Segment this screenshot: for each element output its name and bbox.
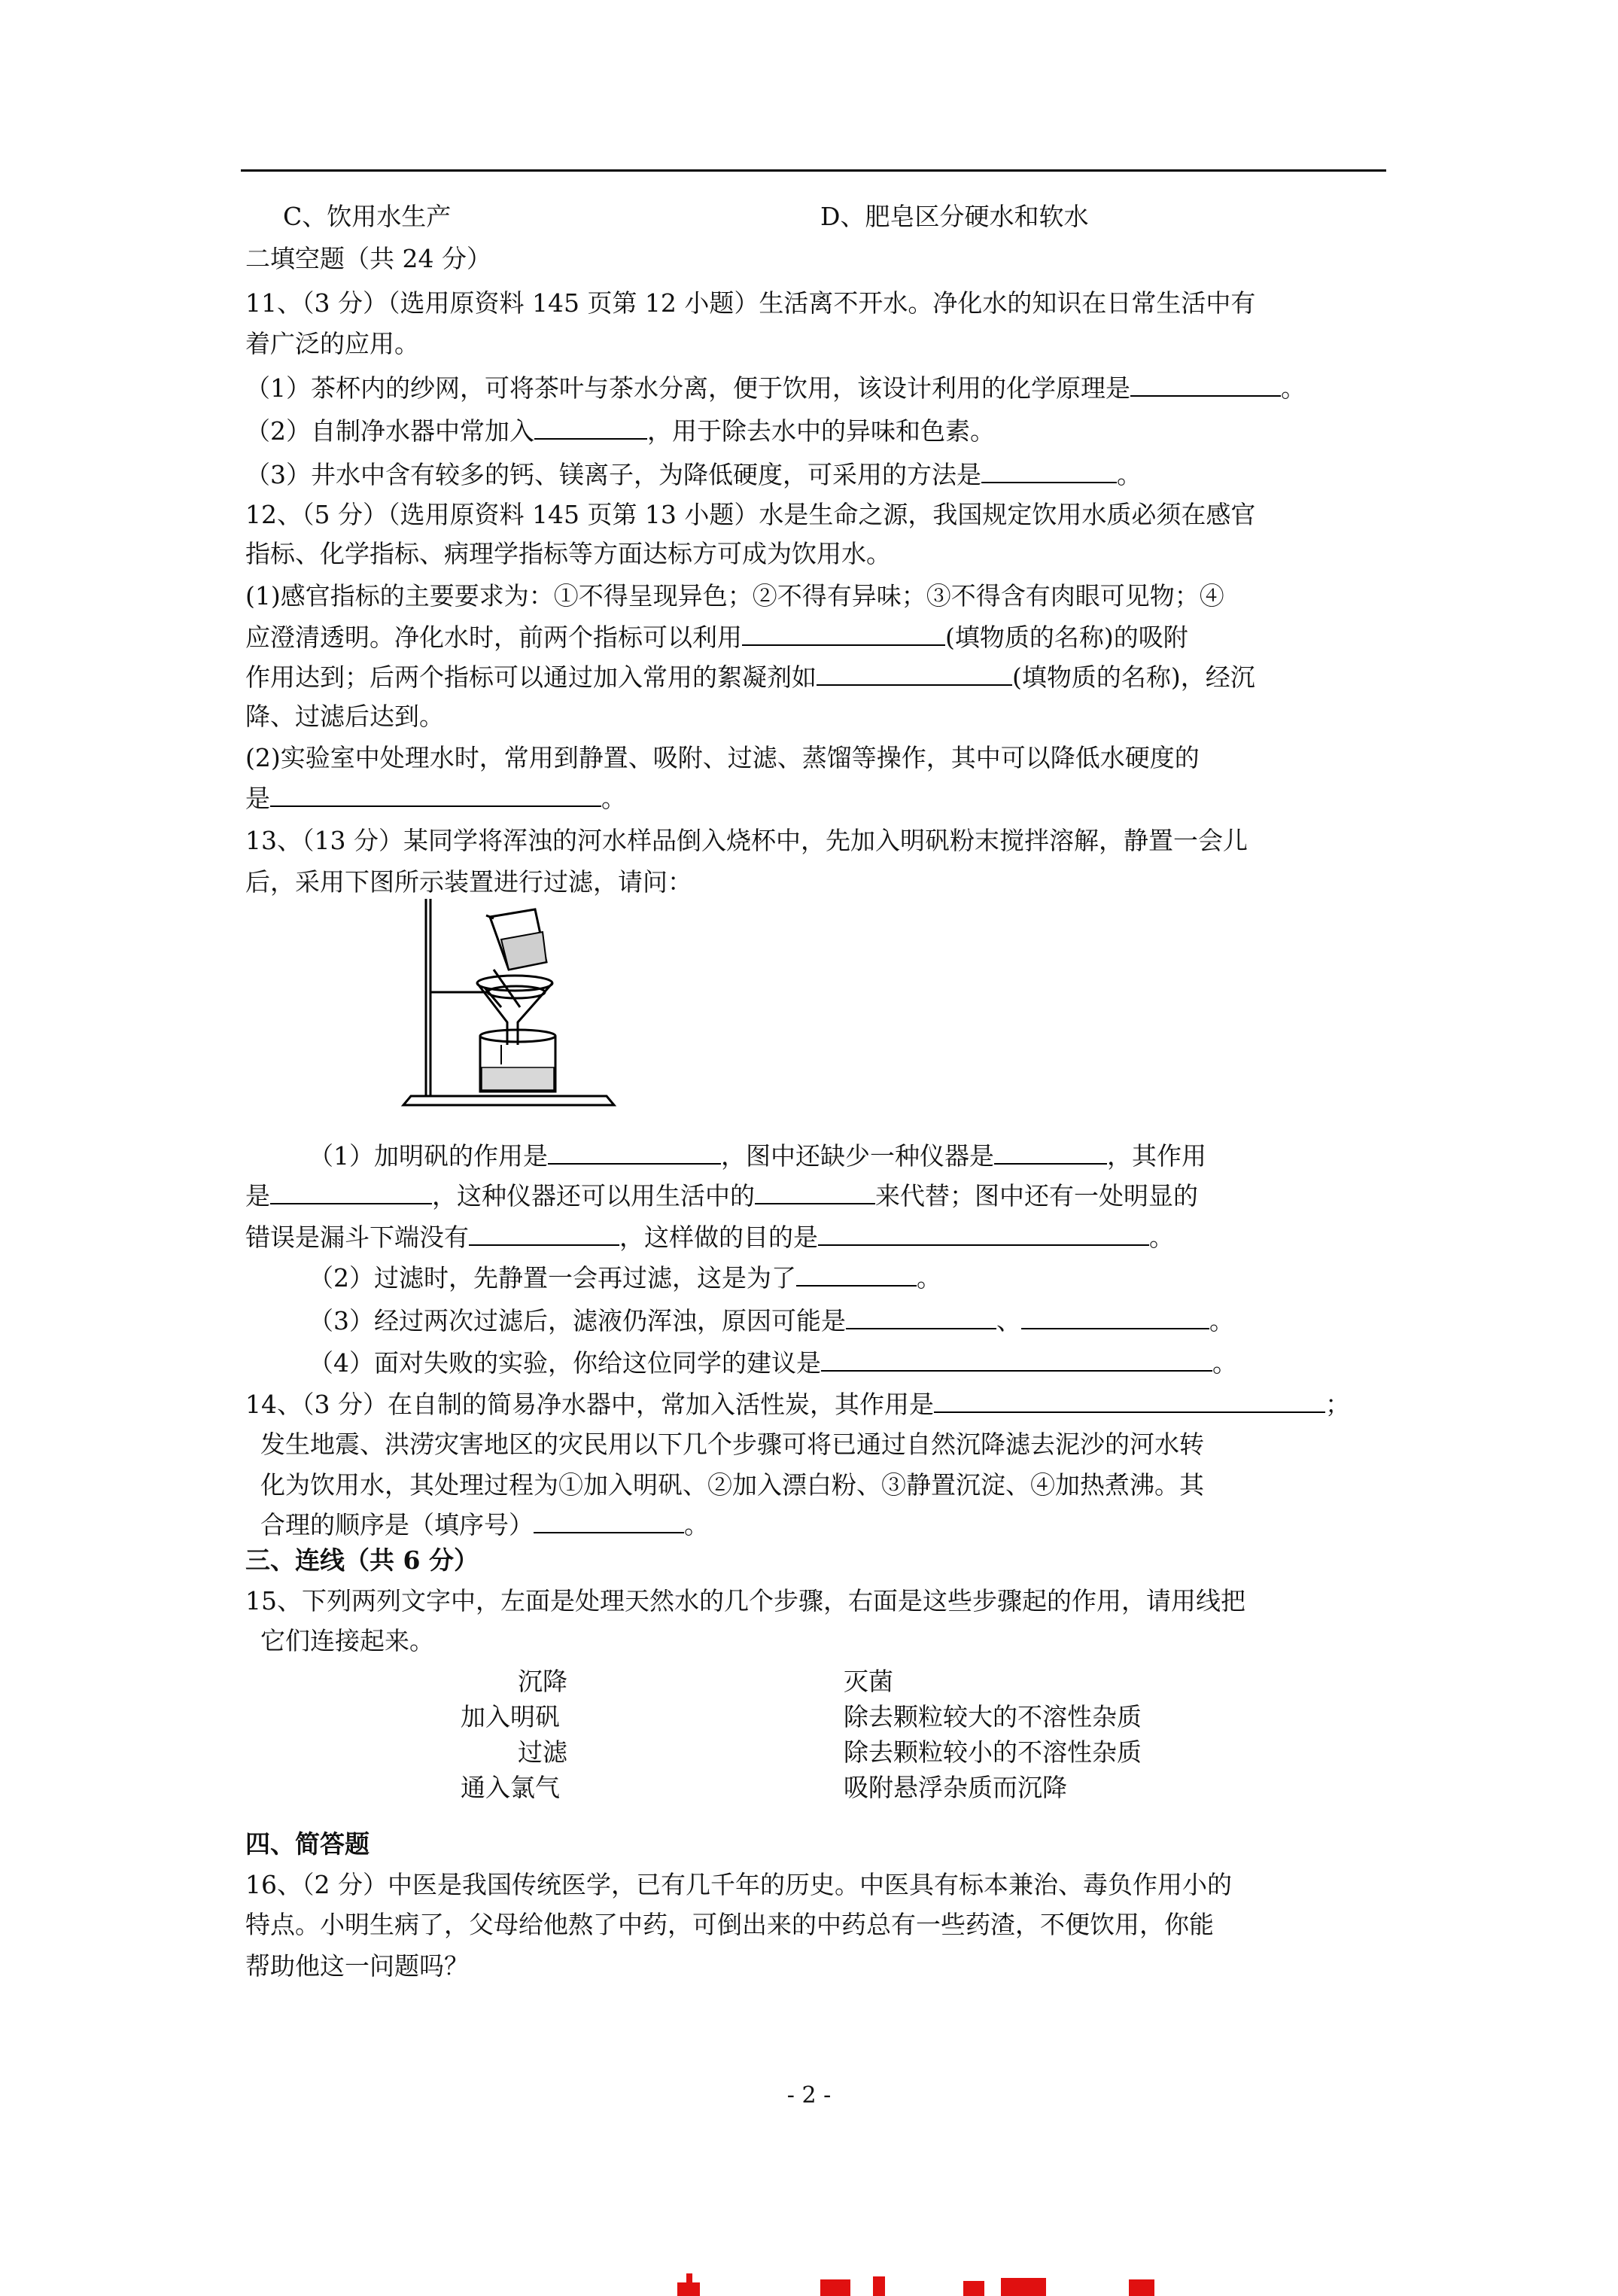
red-watermark-fragment bbox=[647, 2266, 1249, 2296]
page-number: - 2 - bbox=[786, 2082, 832, 2109]
q15-line1: 15、下列两列文字中，左面是处理天然水的几个步骤，右面是这些步骤起的作用，请用线把 bbox=[245, 1586, 1245, 1615]
q12-line4: 应澄清透明。净化水时，前两个指标可以利用 (填物质的名称)的吸附 bbox=[245, 620, 1188, 654]
match-right-item[interactable]: 灭菌 bbox=[844, 1667, 893, 1696]
q13-part1-line1: （1）加明矾的作用是 ，图中还缺少一种仪器是 ，其作用 bbox=[309, 1139, 1206, 1173]
q12-blank1[interactable] bbox=[742, 620, 945, 646]
q13-blank-reason1[interactable] bbox=[846, 1304, 996, 1329]
header-rule bbox=[241, 169, 1386, 172]
q13-blank-substitute[interactable] bbox=[755, 1179, 875, 1204]
match-right-item[interactable]: 除去颗粒较大的不溶性杂质 bbox=[844, 1702, 1142, 1731]
section-fill-in-title: 二填空题（共 24 分） bbox=[245, 244, 491, 273]
q13-part2: （2）过滤时，先静置一会再过滤，这是为了 。 bbox=[309, 1261, 941, 1295]
q13-blank-reason2[interactable] bbox=[1021, 1304, 1209, 1329]
q14-blank-order[interactable] bbox=[534, 1508, 684, 1533]
match-left-item[interactable]: 过滤 bbox=[518, 1737, 567, 1767]
q13-part1-line2: 是 ，这种仪器还可以用生活中的 来代替；图中还有一处明显的 bbox=[245, 1179, 1198, 1213]
q12-line6: 降、过滤后达到。 bbox=[245, 702, 444, 731]
match-right-item[interactable]: 吸附悬浮杂质而沉降 bbox=[844, 1773, 1067, 1802]
filtration-apparatus-figure bbox=[396, 894, 622, 1113]
q11-blank3[interactable] bbox=[981, 458, 1117, 483]
q12-line5: 作用达到；后两个指标可以通过加入常用的絮凝剂如 (填物质的名称)，经沉 bbox=[245, 660, 1255, 694]
option-c: C、饮用水生产 bbox=[283, 202, 452, 231]
q14-line1: 14、（3 分）在自制的简易净水器中，常加入活性炭，其作用是 ； bbox=[245, 1387, 1350, 1421]
q13-line1: 13、（13 分）某同学将浑浊的河水样品倒入烧杯中，先加入明矾粉末搅拌溶解，静置一会儿 bbox=[245, 826, 1248, 855]
q12-line2: 指标、化学指标、病理学指标等方面达标方可成为饮用水。 bbox=[245, 539, 891, 568]
q12-blank3[interactable] bbox=[270, 781, 601, 807]
q13-line2: 后，采用下图所示装置进行过滤，请问： bbox=[245, 867, 692, 897]
section-short-answer-title: 四、简答题 bbox=[245, 1829, 370, 1859]
q11-blank1[interactable] bbox=[1130, 371, 1281, 397]
q13-blank-alum-role[interactable] bbox=[548, 1139, 721, 1165]
section-matching-title: 三、连线（共 6 分） bbox=[245, 1545, 479, 1575]
match-right-item[interactable]: 除去颗粒较小的不溶性杂质 bbox=[844, 1737, 1142, 1767]
q16-line3: 帮助他这一问题吗？ bbox=[245, 1951, 469, 1981]
option-d: D、肥皂区分硬水和软水 bbox=[820, 202, 1089, 231]
q12-blank2[interactable] bbox=[817, 660, 1012, 686]
q12-line3: (1)感官指标的主要要求为：①不得呈现异色；②不得有异味；③不得含有肉眼可见物；④ bbox=[245, 581, 1224, 611]
match-left-item[interactable]: 通入氯气 bbox=[461, 1773, 560, 1802]
q16-line2: 特点。小明生病了，父母给他熬了中药，可倒出来的中药总有一些药渣，不便饮用，你能 bbox=[245, 1910, 1214, 1939]
q13-part3: （3）经过两次过滤后，滤液仍浑浊，原因可能是 、 。 bbox=[309, 1304, 1234, 1338]
match-left-item[interactable]: 沉降 bbox=[518, 1667, 567, 1696]
q14-blank-carbon-role[interactable] bbox=[934, 1387, 1325, 1413]
q13-blank-advice[interactable] bbox=[821, 1346, 1212, 1372]
q15-line2: 它们连接起来。 bbox=[260, 1626, 434, 1655]
q12-line1: 12、（5 分）（选用原资料 145 页第 13 小题）水是生命之源，我国规定饮用水质必须在感官 bbox=[245, 500, 1256, 529]
q11-part1: （1）茶杯内的纱网，可将茶叶与茶水分离，便于饮用，该设计利用的化学原理是 。 bbox=[245, 371, 1306, 405]
q11-part2: （2）自制净水器中常加入 ，用于除去水中的异味和色素。 bbox=[245, 414, 995, 448]
q11-line1: 11、（3 分）（选用原资料 145 页第 12 小题）生活离不开水。净化水的知识在日常生活中有 bbox=[245, 288, 1256, 318]
q14-line2: 发生地震、洪涝灾害地区的灾民用以下几个步骤可将已通过自然沉降滤去泥沙的河水转 bbox=[260, 1430, 1204, 1459]
q14-line3: 化为饮用水，其处理过程为①加入明矾、②加入漂白粉、③静置沉淀、④加热煮沸。其 bbox=[260, 1470, 1204, 1500]
q12-line7: (2)实验室中处理水时，常用到静置、吸附、过滤、蒸馏等操作，其中可以降低水硬度的 bbox=[245, 743, 1200, 772]
q13-blank-missing-instrument[interactable] bbox=[994, 1139, 1107, 1165]
q13-blank-purpose[interactable] bbox=[818, 1220, 1149, 1246]
q11-part3: （3）井水中含有较多的钙、镁离子，为降低硬度，可采用的方法是 。 bbox=[245, 458, 1142, 492]
q14-line4: 合理的顺序是（填序号） 。 bbox=[260, 1508, 709, 1542]
q13-part4: （4）面对失败的实验，你给这位同学的建议是 。 bbox=[309, 1346, 1237, 1380]
q11-line2: 着广泛的应用。 bbox=[245, 329, 419, 358]
q13-part1-line3: 错误是漏斗下端没有 ，这样做的目的是 。 bbox=[245, 1220, 1174, 1254]
q12-line8: 是 。 bbox=[245, 781, 626, 815]
q11-blank2[interactable] bbox=[534, 414, 647, 440]
match-left-item[interactable]: 加入明矾 bbox=[461, 1702, 560, 1731]
q16-line1: 16、（2 分）中医是我国传统医学，已有几千年的历史。中医具有标本兼治、毒负作用小的 bbox=[245, 1870, 1232, 1899]
q13-blank-funnel-error[interactable] bbox=[469, 1220, 619, 1246]
q13-blank-instrument-role[interactable] bbox=[270, 1179, 432, 1204]
q13-blank-settling[interactable] bbox=[796, 1261, 917, 1287]
